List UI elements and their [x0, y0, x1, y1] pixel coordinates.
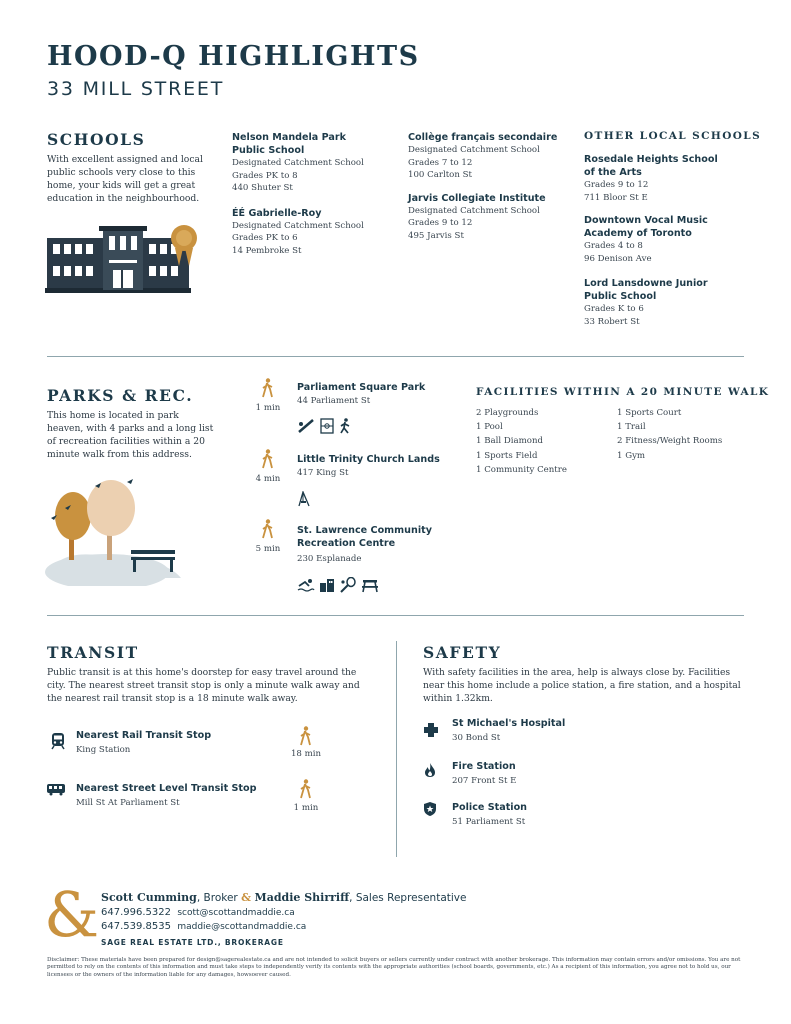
walk-time: 1 min	[293, 803, 319, 813]
tennis-racket-icon	[339, 577, 357, 593]
safety-name: St Michael's Hospital	[452, 718, 566, 729]
picnic-table-icon	[361, 577, 379, 593]
police-badge-icon	[423, 801, 437, 817]
park-address: 44 Parliament St	[297, 396, 371, 406]
school-name: Nelson Mandela Park Public School	[232, 132, 346, 156]
safety-intro: With safety facilities in the area, help is always close by. Facilities near this home include a police station, a fire station, and a hospital within 1.32km.	[423, 667, 741, 704]
school-building-icon	[45, 220, 205, 296]
school-address: 100 Carlton St	[408, 170, 472, 181]
school-type: Designated Catchment School	[232, 158, 364, 168]
amenity-icons	[297, 491, 315, 507]
sports-field-icon	[319, 418, 335, 434]
page-title: HOOD-Q HIGHLIGHTS	[47, 41, 420, 72]
safety-address: 51 Parliament St	[452, 817, 526, 827]
facility-item: 1 Ball Diamond	[476, 436, 543, 447]
facility-item: 1 Pool	[476, 422, 503, 433]
safety-address: 30 Bond St	[452, 733, 501, 743]
phone[interactable]: 647.539.8535	[101, 921, 171, 932]
school-grades: Grades 7 to 12	[408, 157, 473, 168]
school-name: Lord Lansdowne Junior Public School	[584, 278, 708, 303]
safety-name: Police Station	[452, 802, 527, 813]
school-entry	[584, 153, 734, 204]
ampersand: &	[241, 891, 252, 904]
school-grades: Grades 9 to 12	[584, 180, 649, 190]
school-type: Designated Catchment School	[408, 145, 540, 155]
runner-icon	[339, 418, 351, 434]
phone[interactable]: 647.996.5322	[101, 907, 171, 918]
parks-intro: This home is located in park heaven, with 4 parks and a long list of recreation facilities within a 20 minute walk from this address.	[47, 410, 214, 460]
schools-title: SCHOOLS	[47, 130, 146, 149]
school-address: 96 Denison Ave	[584, 253, 652, 264]
park-trees-icon	[45, 478, 185, 586]
safety-title: SAFETY	[423, 643, 502, 662]
facility-item: 1 Trail	[617, 422, 646, 433]
walk-time: 18 min	[290, 749, 322, 759]
walk-time: 4 min	[255, 474, 281, 484]
school-name: Jarvis Collegiate Institute	[408, 192, 546, 204]
facilities-list-1	[476, 406, 616, 477]
school-address: 33 Robert St	[584, 316, 640, 327]
email-link[interactable]: maddie@scottandmaddie.ca	[177, 922, 307, 932]
agent-name: Scott Cumming	[101, 891, 197, 904]
school-entry	[408, 192, 578, 243]
street-stop-name: Mill St At Parliament St	[76, 798, 180, 808]
hospital-cross-icon	[423, 722, 439, 738]
park-address: 417 King St	[297, 468, 349, 478]
other-schools-title: OTHER LOCAL SCHOOLS	[584, 130, 762, 142]
school-entry	[584, 277, 734, 328]
park-address: 230 Esplanade	[297, 554, 362, 564]
facilities-title: FACILITIES WITHIN A 20 MINUTE WALK	[476, 386, 770, 398]
agent-name: Maddie Shirriff	[254, 891, 350, 904]
school-name: Downtown Vocal Music Academy of Toronto	[584, 215, 708, 240]
transit-intro: Public transit is at this home's doorstep for easy travel around the city. The nearest street transit stop is only a minute walk away and the nearest rail transit stop is a 18 minute walk away.	[47, 667, 360, 704]
agents-line	[101, 891, 466, 904]
agent-role: , Sales Representative	[349, 892, 467, 904]
walking-person-icon	[262, 378, 274, 398]
facility-item: 1 Community Centre	[476, 464, 567, 475]
facility-item: 1 Sports Field	[476, 450, 538, 461]
community-centre-icon	[319, 577, 335, 593]
rail-stop-label: Nearest Rail Transit Stop	[76, 730, 212, 741]
school-name: Collège français secondaire	[408, 132, 558, 143]
email-link[interactable]: scott@scottandmaddie.ca	[177, 908, 295, 918]
section-divider	[47, 356, 744, 357]
column-divider	[396, 641, 397, 857]
playground-swing-icon	[297, 491, 311, 507]
rail-stop-name: King Station	[76, 745, 131, 755]
school-entry	[408, 131, 578, 182]
facilities-list-2	[617, 406, 747, 463]
walk-time: 5 min	[255, 544, 281, 554]
park-name: Little Trinity Church Lands	[297, 454, 440, 465]
amenity-icons	[297, 577, 383, 593]
amenity-icons	[297, 418, 355, 434]
fire-icon	[424, 762, 436, 778]
transit-title: TRANSIT	[47, 643, 139, 662]
school-entry	[232, 207, 382, 258]
address-subtitle: 33 MILL STREET	[47, 78, 225, 100]
school-type: Designated Catchment School	[408, 205, 540, 216]
school-type: Designated Catchment School	[232, 220, 364, 231]
facility-item: 1 Sports Court	[617, 408, 682, 418]
walking-person-icon	[262, 449, 274, 469]
safety-address: 207 Front St E	[452, 776, 517, 786]
safety-name: Fire Station	[452, 761, 516, 772]
school-entry	[584, 214, 734, 265]
street-stop-label: Nearest Street Level Transit Stop	[76, 783, 257, 794]
brand-ampersand-logo: &	[44, 878, 100, 951]
park-name: Parliament Square Park	[297, 382, 426, 393]
facility-item: 2 Fitness/Weight Rooms	[617, 436, 723, 447]
swimmer-icon	[297, 577, 315, 593]
walking-person-icon	[300, 779, 312, 799]
parks-title: PARKS & REC.	[47, 386, 194, 405]
train-icon	[51, 732, 65, 750]
section-divider	[47, 615, 744, 616]
brokerage-name: SAGE REAL ESTATE LTD., BROKERAGE	[101, 938, 284, 947]
facility-item: 2 Playgrounds	[476, 408, 539, 418]
streetcar-icon	[46, 782, 66, 796]
school-grades: Grades K to 6	[584, 304, 644, 315]
school-name: Rosedale Heights School of the Arts	[584, 154, 718, 178]
walk-time: 1 min	[255, 403, 281, 413]
school-entry	[232, 131, 382, 195]
school-grades: Grades PK to 8	[232, 170, 298, 181]
school-grades: Grades 4 to 8	[584, 241, 643, 252]
schools-intro: With excellent assigned and local public schools very close to this home, your kids will get a great education in the neighbourhood.	[47, 154, 203, 204]
school-address: 440 Shuter St	[232, 183, 293, 194]
walking-person-icon	[300, 726, 312, 746]
walking-person-icon	[262, 519, 274, 539]
school-address: 711 Bloor St E	[584, 192, 648, 203]
baseball-bat-icon	[297, 418, 315, 434]
school-address: 14 Pembroke St	[232, 245, 302, 256]
school-grades: Grades PK to 6	[232, 233, 298, 244]
facility-item: 1 Gym	[617, 450, 646, 461]
school-grades: Grades 9 to 12	[408, 218, 473, 229]
school-name: ÉÉ Gabrielle-Roy	[232, 207, 322, 219]
agent-role: , Broker	[196, 892, 242, 904]
school-address: 495 Jarvis St	[408, 230, 464, 241]
contact-block	[101, 906, 306, 934]
park-name: St. Lawrence Community Recreation Centre	[297, 525, 432, 549]
disclaimer: Disclaimer: These materials have been prepared for design@sagerealestate.ca and are not intended to solicit buyers or sellers currently under contract with another brokerage. This information may contain errors and/or omissions. You are not permitted to rely on the contents of this information and must take steps to independently verify its contents with the appropriate authorities (school boards, governments, etc.) As a recipient of this information, you agree not to hold us, our licensees or the owners of the information liable for any damages, howsoever caused.	[47, 957, 741, 978]
